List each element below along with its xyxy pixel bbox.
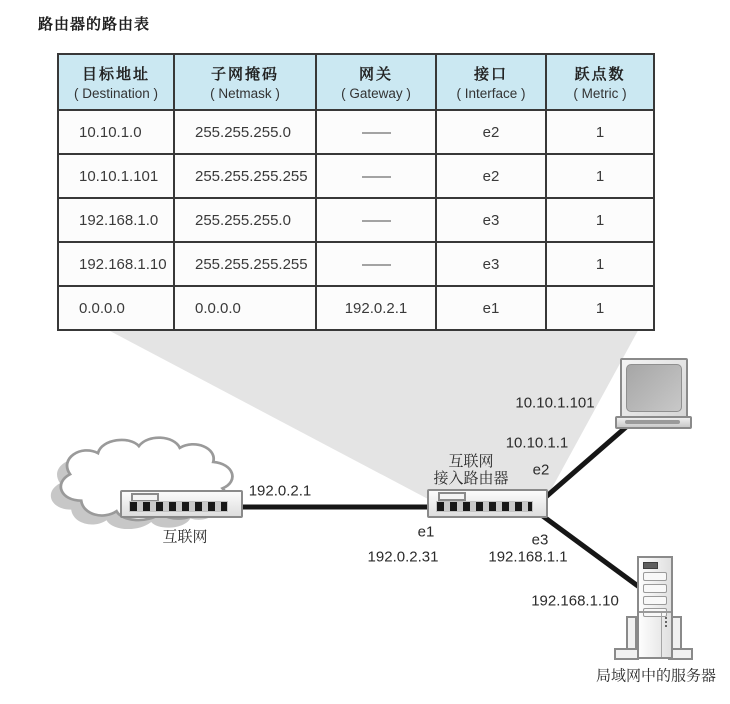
server-icon <box>637 556 673 659</box>
route-row-4 <box>58 242 654 286</box>
server-ip-label: 192.168.1.10 <box>531 592 619 610</box>
switch-ports <box>129 501 228 512</box>
cloud-label: 互联网 <box>162 528 208 546</box>
col-destination: 目标地址 ( Destination ) <box>58 54 174 110</box>
route-row-3 <box>58 198 654 242</box>
if-e3-ip-label: 192.168.1.1 <box>488 548 568 566</box>
pc-monitor-screen <box>626 364 682 412</box>
col-gateway: 网关 ( Gateway ) <box>316 54 436 110</box>
cell-netmask: 255.255.255.255 <box>174 154 316 198</box>
cell-interface: e2 <box>436 154 546 198</box>
router-ports <box>436 501 533 512</box>
if-e3-label: e3 <box>531 531 549 549</box>
cell-gateway: —— <box>316 198 436 242</box>
server-front-door <box>639 611 671 657</box>
cell-destination: 10.10.1.0 <box>58 110 174 154</box>
if-e2-ip-label: 10.10.1.1 <box>505 434 569 452</box>
cell-gateway: —— <box>316 242 436 286</box>
routing-table <box>57 53 655 331</box>
route-row-2 <box>58 154 654 198</box>
server-drive-slot <box>643 562 658 569</box>
cell-destination: 192.168.1.0 <box>58 198 174 242</box>
cell-metric: 1 <box>546 110 654 154</box>
cell-interface: e3 <box>436 242 546 286</box>
cell-destination: 192.168.1.10 <box>58 242 174 286</box>
route-row-1 <box>58 110 654 154</box>
cell-netmask: 0.0.0.0 <box>174 286 316 330</box>
cell-interface: e1 <box>436 286 546 330</box>
server-foot-left <box>614 648 639 660</box>
cell-gateway: —— <box>316 154 436 198</box>
cell-metric: 1 <box>546 242 654 286</box>
col-netmask: 子网掩码 ( Netmask ) <box>174 54 316 110</box>
cell-gateway: 192.0.2.1 <box>316 286 436 330</box>
cell-netmask: 255.255.255.0 <box>174 110 316 154</box>
if-e1-ip-label: 192.0.2.31 <box>367 548 439 566</box>
cell-interface: e3 <box>436 198 546 242</box>
cell-destination: 10.10.1.101 <box>58 154 174 198</box>
cell-metric: 1 <box>546 198 654 242</box>
pc-monitor-icon <box>620 358 688 418</box>
col-metric: 跃点数 ( Metric ) <box>546 54 654 110</box>
figure-title: 路由器的路由表 <box>38 16 151 33</box>
route-row-5 <box>58 286 654 330</box>
router-label: 互联网 接入路由器 <box>433 453 509 487</box>
cell-netmask: 255.255.255.255 <box>174 242 316 286</box>
cell-netmask: 255.255.255.0 <box>174 198 316 242</box>
cell-destination: 0.0.0.0 <box>58 286 174 330</box>
cell-metric: 1 <box>546 286 654 330</box>
access-router-icon <box>427 489 548 518</box>
routing-table-header-row <box>58 54 654 110</box>
cell-gateway: —— <box>316 110 436 154</box>
pc-monitor-base <box>615 416 692 429</box>
if-e2-label: e2 <box>532 461 550 479</box>
col-interface: 接口 ( Interface ) <box>436 54 546 110</box>
if-e1-label: e1 <box>417 523 435 541</box>
cell-metric: 1 <box>546 154 654 198</box>
cell-interface: e2 <box>436 110 546 154</box>
server-stand-left <box>626 616 637 652</box>
internet-switch-icon <box>120 490 243 518</box>
router-notch <box>438 492 466 501</box>
wan-ip-label: 192.0.2.1 <box>248 482 312 500</box>
server-label: 局域网中的服务器 <box>595 667 717 685</box>
pc-ip-label: 10.10.1.101 <box>515 394 595 412</box>
